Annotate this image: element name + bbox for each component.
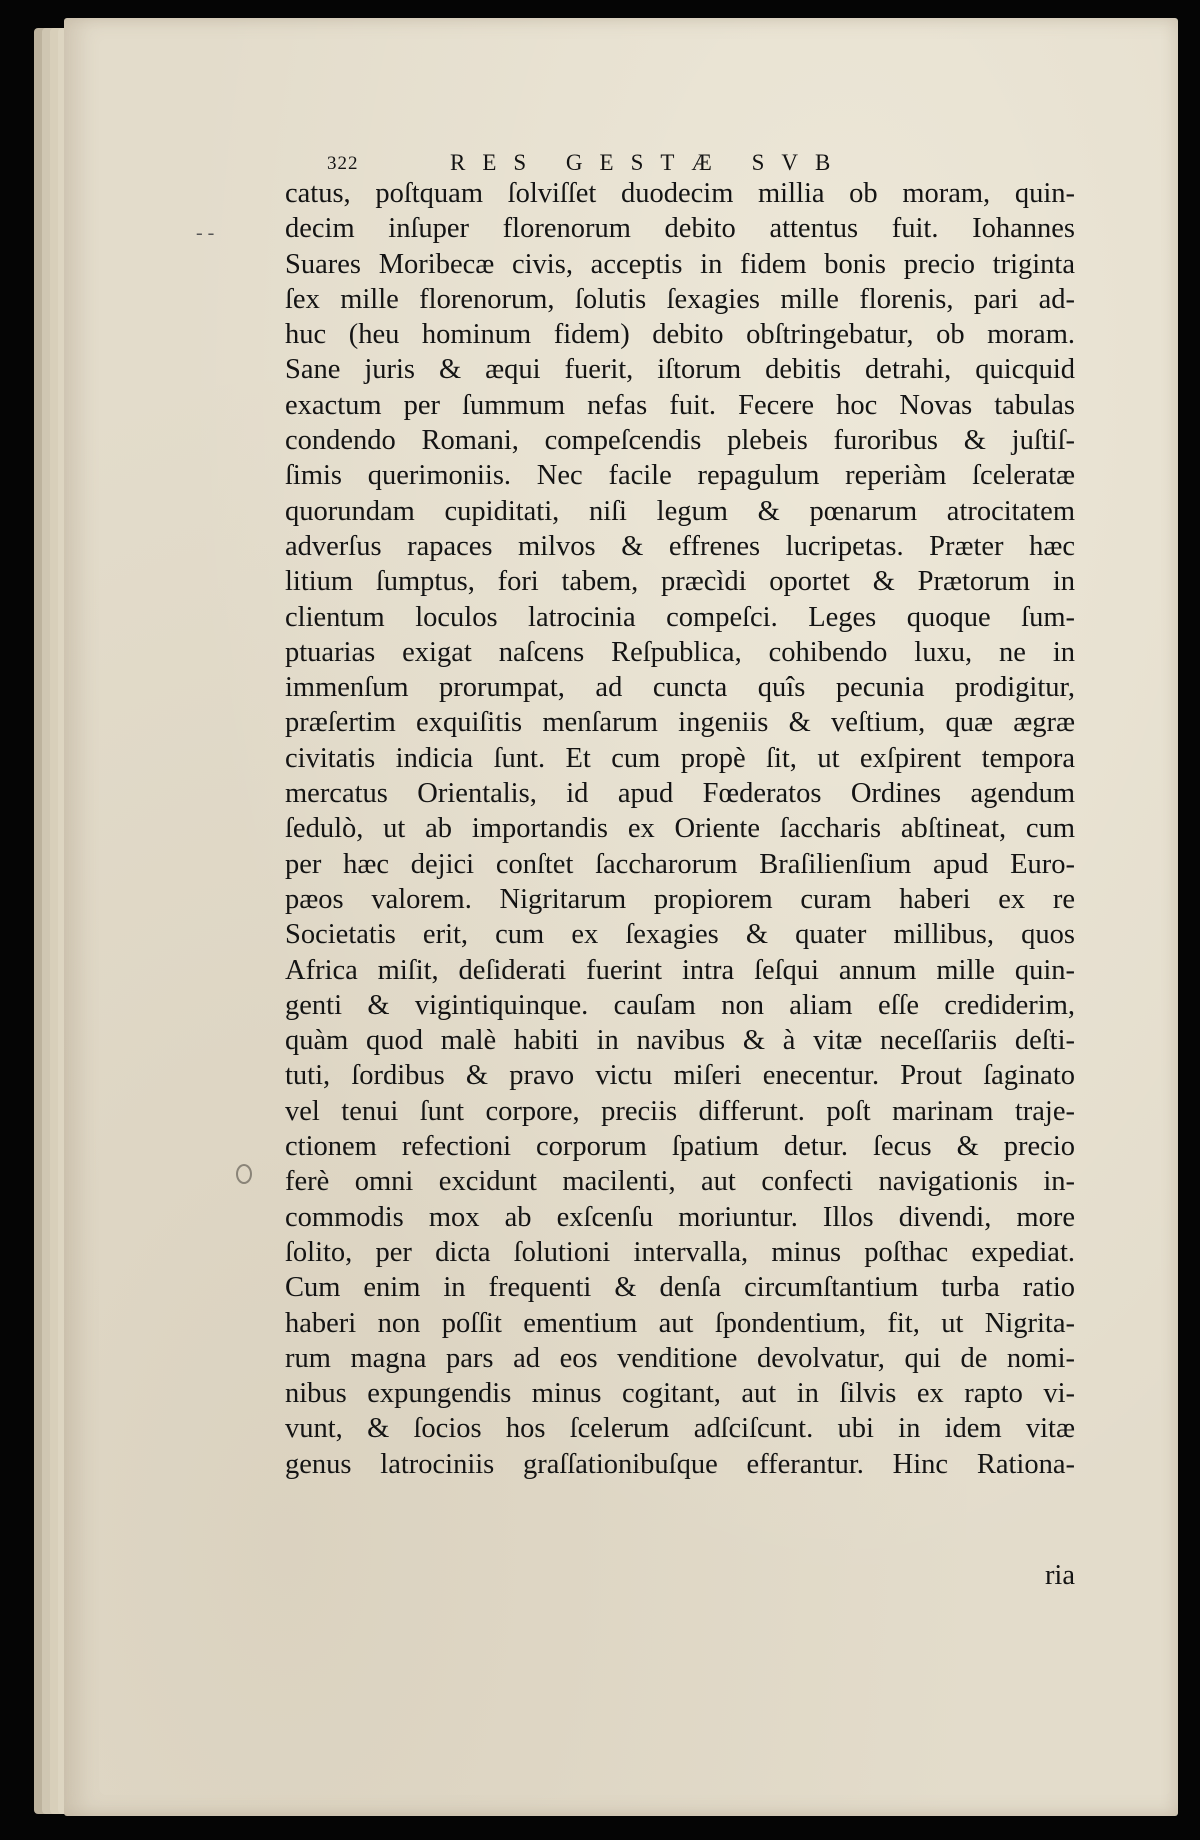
text-line: clientum loculos latrocinia compeſci. Leges quoque ſum- [285,601,1075,633]
margin-mark: - - [196,222,215,244]
text-line: ſex mille florenorum, ſolutis ſexagies mille florenis, pari ad- [285,283,1075,315]
catchword: ria [1044,1560,1075,1591]
running-title: RES GESTÆ SVB [450,150,848,175]
text-line: Cum enim in frequenti & denſa circumſtantium turba ratio [285,1272,1075,1304]
text-line: quàm quod malè habiti in navibus & à vitæ neceſſariis deſti- [285,1025,1075,1057]
text-line: huc (heu hominum fidem) debito obſtringebatur, ob moram. [285,319,1075,351]
page-number: 322 [327,153,359,174]
text-line: vunt, & ſocios hos ſcelerum adſciſcunt. ubi in idem vitæ [285,1413,1075,1445]
text-line: Sane juris & æqui fuerit, iſtorum debitis detrahi, quicquid [285,354,1075,386]
text-line: vel tenui ſunt corpore, preciis differunt. poſt marinam traje- [285,1095,1075,1127]
text-line: civitatis indicia ſunt. Et cum propè ſit, ut exſpirent tempora [285,742,1075,774]
text-line: ferè omni excidunt macilenti, aut confecti navigationis in- [285,1166,1075,1198]
text-line: ptuarias exigat naſcens Reſpublica, cohibendo luxu, ne in [285,636,1075,668]
text-line: adverſus rapaces milvos & effrenes lucripetas. Præter hæc [285,530,1075,562]
text-line: Societatis erit, cum ex ſexagies & quater millibus, quos [285,919,1075,951]
text-line: genti & vigintiquinque. cauſam non aliam eſſe crediderim, [285,989,1075,1021]
text-line: nibus expungendis minus cogitant, aut in ſilvis ex rapto vi- [285,1378,1075,1410]
text-line: exactum per ſummum nefas fuit. Fecere hoc Novas tabulas [285,389,1075,421]
text-line: ſimis querimoniis. Nec facile repagulum reperiàm ſceleratæ [285,460,1075,492]
text-line: genus latrociniis graſſationibuſque efferantur. Hinc Rationa- [285,1448,1075,1480]
text-line: rum magna pars ad eos venditione devolvatur, qui de nomi- [285,1342,1075,1374]
text-line: tuti, ſordibus & pravo victu miſeri enecentur. Prout ſaginato [285,1060,1075,1092]
text-line: catus, poſtquam ſolviſſet duodecim millia ob moram, quin- [285,178,1075,209]
text-line: pæos valorem. Nigritarum propiorem curam haberi ex re [285,883,1075,915]
text-line: ſolito, per dicta ſolutioni intervalla, minus poſthac expediat. [285,1236,1075,1268]
text-line: litium ſumptus, fori tabem, præcìdi oportet & Prætorum in [285,566,1075,598]
text-line: mercatus Orientalis, id apud Fœderatos Ordines agendum [285,778,1075,810]
text-line: Africa miſit, deſiderati fuerint intra ſeſqui annum mille quin- [285,954,1075,986]
text-line: immenſum prorumpat, ad cuncta quîs pecunia prodigitur, [285,672,1075,704]
text-line: decim inſuper florenorum debito attentus fuit. Iohannes [285,213,1075,245]
text-line: condendo Romani, compeſcendis plebeis furoribus & juſtiſ- [285,425,1075,457]
text-line: Suares Moribecæ civis, acceptis in fidem bonis precio triginta [285,248,1075,280]
text-line: commodis mox ab exſcenſu moriuntur. Illos divendi, more [285,1201,1075,1233]
text-line: præſertim exquiſitis menſarum ingeniis & veſtium, quæ ægræ [285,707,1075,739]
text-line: haberi non poſſit ementium aut ſpondentium, fit, ut Nigrita- [285,1307,1075,1339]
margin-ring-mark [236,1164,252,1184]
text-line: per hæc dejici conſtet ſaccharorum Braſilienſium apud Euro- [285,848,1075,880]
text-line: quorundam cupiditati, niſi legum & pœnarum atrocitatem [285,495,1075,527]
text-line: ſedulò, ut ab importandis ex Oriente ſaccharis abſtineat, cum [285,813,1075,845]
body-text [285,176,1075,1482]
text-line: ctionem refectioni corporum ſpatium detur. ſecus & precio [285,1131,1075,1163]
